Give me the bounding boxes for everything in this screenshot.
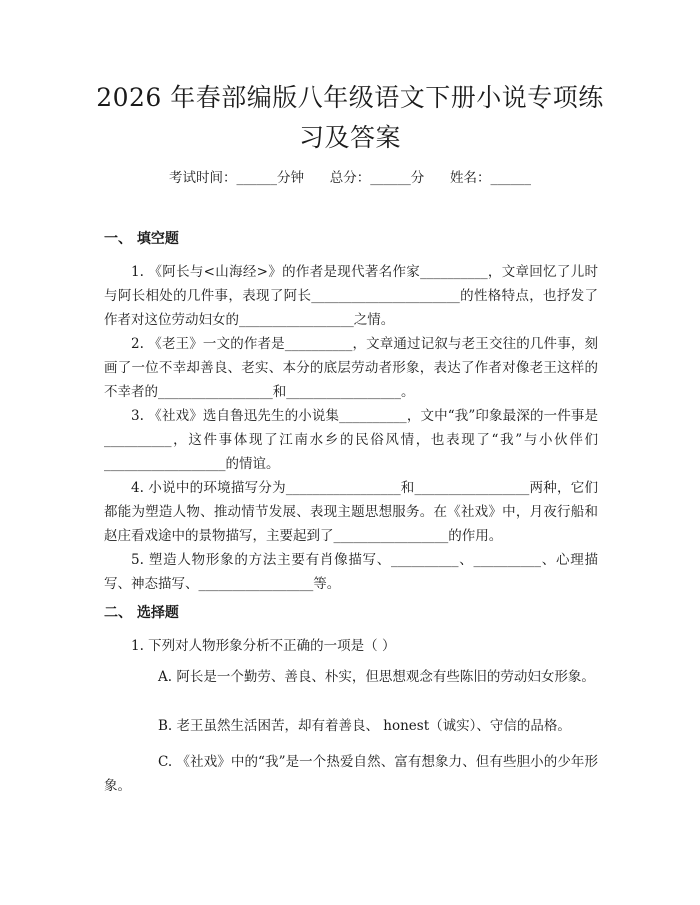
section-heading-fill-in: 一、 填空题 [104, 231, 179, 247]
title-line-2: 习及答案 [298, 123, 401, 152]
fill-in-question-5: 5. 塑造人物形象的方法主要有肖像描写、__________、__________、心理描写、神态描写、_________________等。 [104, 552, 598, 592]
exam-info-line: 考试时间：______分钟 总分：______分 姓名：______ [169, 170, 531, 186]
fill-in-question-2: 2. 《老王》一文的作者是__________，文章通过记叙与老王交往的几件事，刻画了一位不幸却善良、老实、本分的底层劳动者形象，表达了作者对像老王这样的不幸者的_________________和_________________。 [104, 336, 598, 400]
section-heading-choice: 二、 选择题 [104, 605, 179, 621]
choice-option-b: B. 老王虽然生活困苦，却有着善良、 honest（诚实）、守信的品格。 [158, 718, 571, 734]
fill-in-question-4: 4. 小说中的环境描写分为_________________和_________________两种，它们都能为塑造人物、推动情节发展、表现主题思想服务。在《社戏》中，月夜行船和赵庄看戏途中的景物描写，主要起到了_________________的作用。 [104, 480, 598, 544]
title-line-1: 2026 年春部编版八年级语文下册小说专项练 [96, 83, 604, 112]
choice-option-a: A. 阿长是一个勤劳、善良、朴实，但思想观念有些陈旧的劳动妇女形象。 [158, 669, 595, 685]
fill-in-question-1: 1. 《阿长与<山海经>》的作者是现代著名作家__________，文章回忆了儿时与阿长相处的几件事，表现了阿长______________________的性格特点，也抒发了作者对这位劳动妇女的_________________之情。 [104, 264, 598, 328]
choice-option-c: C. 《社戏》中的“我”是一个热爱自然、富有想象力、但有些胆小的少年形象。 [104, 754, 598, 794]
document-title [90, 78, 610, 158]
fill-in-question-3: 3. 《社戏》选自鲁迅先生的小说集__________，文中“我”印象最深的一件事是__________，这件事体现了江南水乡的民俗风情，也表现了“我”与小伙伴们__________________的情谊。 [104, 408, 598, 472]
choice-question-1: 1. 下列对人物形象分析不正确的一项是（ ） [131, 638, 396, 654]
